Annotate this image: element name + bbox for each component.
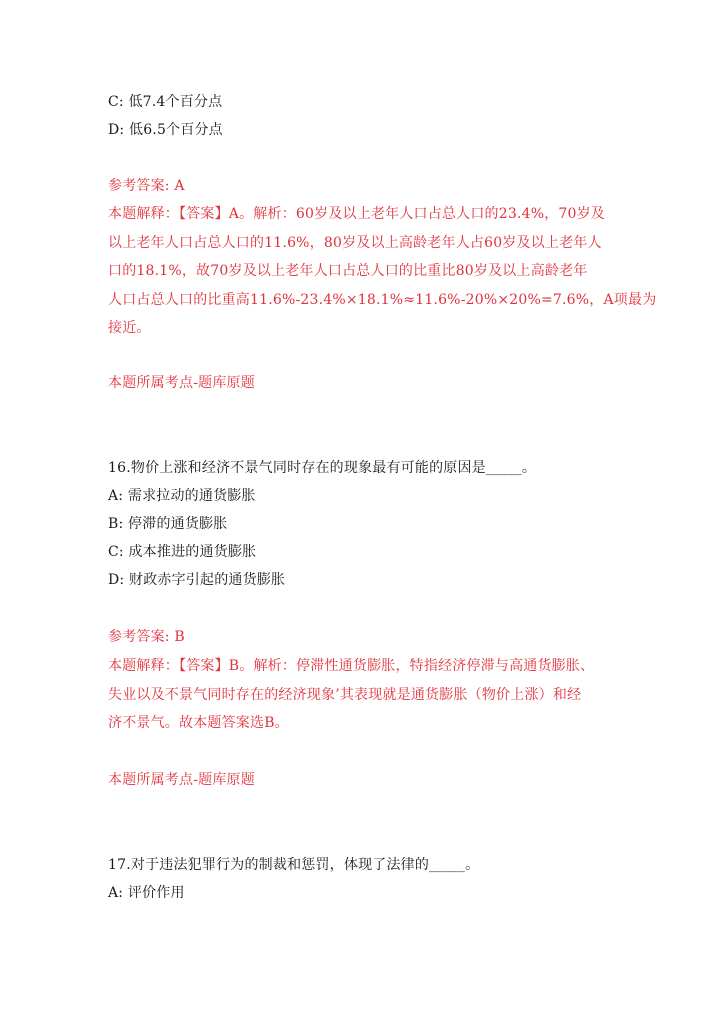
q16-explanation-line: 济不景气。故本题答案选B。 [108,715,289,731]
q17-option-a: A: 评价作用 [108,885,185,901]
q15-explanation-line: 人口占总人口的比重高11.6%-23.4%×18.1%≈11.6%-20%×20%=7.6%，A项最为 [108,291,657,308]
q15-explanation [108,200,657,343]
q16-question: 16.物价上涨和经济不景气同时存在的现象最有可能的原因是_____。 [108,460,537,476]
q16-answer: 参考答案: B [108,629,185,645]
q16-option-b: B: 停滞的通货膨胀 [108,516,228,532]
q16-explanation-line: 失业以及不景气同时存在的经济现象’其表现就是通货膨胀（物价上涨）和经 [108,686,582,703]
q15-option-c: C: 低7.4个百分点 [108,94,223,110]
q16-explanation [108,652,618,738]
q17-question: 17.对于违法犯罪行为的制裁和惩罚，体现了法律的_____。 [108,857,480,873]
q16-option-c: C: 成本推进的通货膨胀 [108,544,257,560]
q15-answer: 参考答案: A [108,178,185,194]
q15-option-d: D: 低6.5个百分点 [108,122,223,138]
q16-source: 本题所属考点-题库原题 [108,772,255,788]
q15-explanation-line: 口的18.1%，故70岁及以上老年人口占总人口的比重比80岁及以上高龄老年 [108,263,588,279]
q15-explanation-line: 接近。 [108,320,151,336]
q16-option-a: A: 需求拉动的通货膨胀 [108,488,256,504]
q15-explanation-line: 本题解释：【答案】A。解析：60岁及以上老年人口占总人口的23.4%，70岁及 [108,206,606,222]
q16-option-d: D: 财政赤字引起的通货膨胀 [108,572,286,588]
q15-source: 本题所属考点-题库原题 [108,375,255,391]
q16-explanation-line: 本题解释：【答案】B。解析：停滞性通货膨胀，特指经济停滞与高通货膨胀、 [108,658,595,674]
q15-explanation-line: 以上老年人口占总人口的11.6%，80岁及以上高龄老年人占60岁及以上老年人 [108,234,602,251]
